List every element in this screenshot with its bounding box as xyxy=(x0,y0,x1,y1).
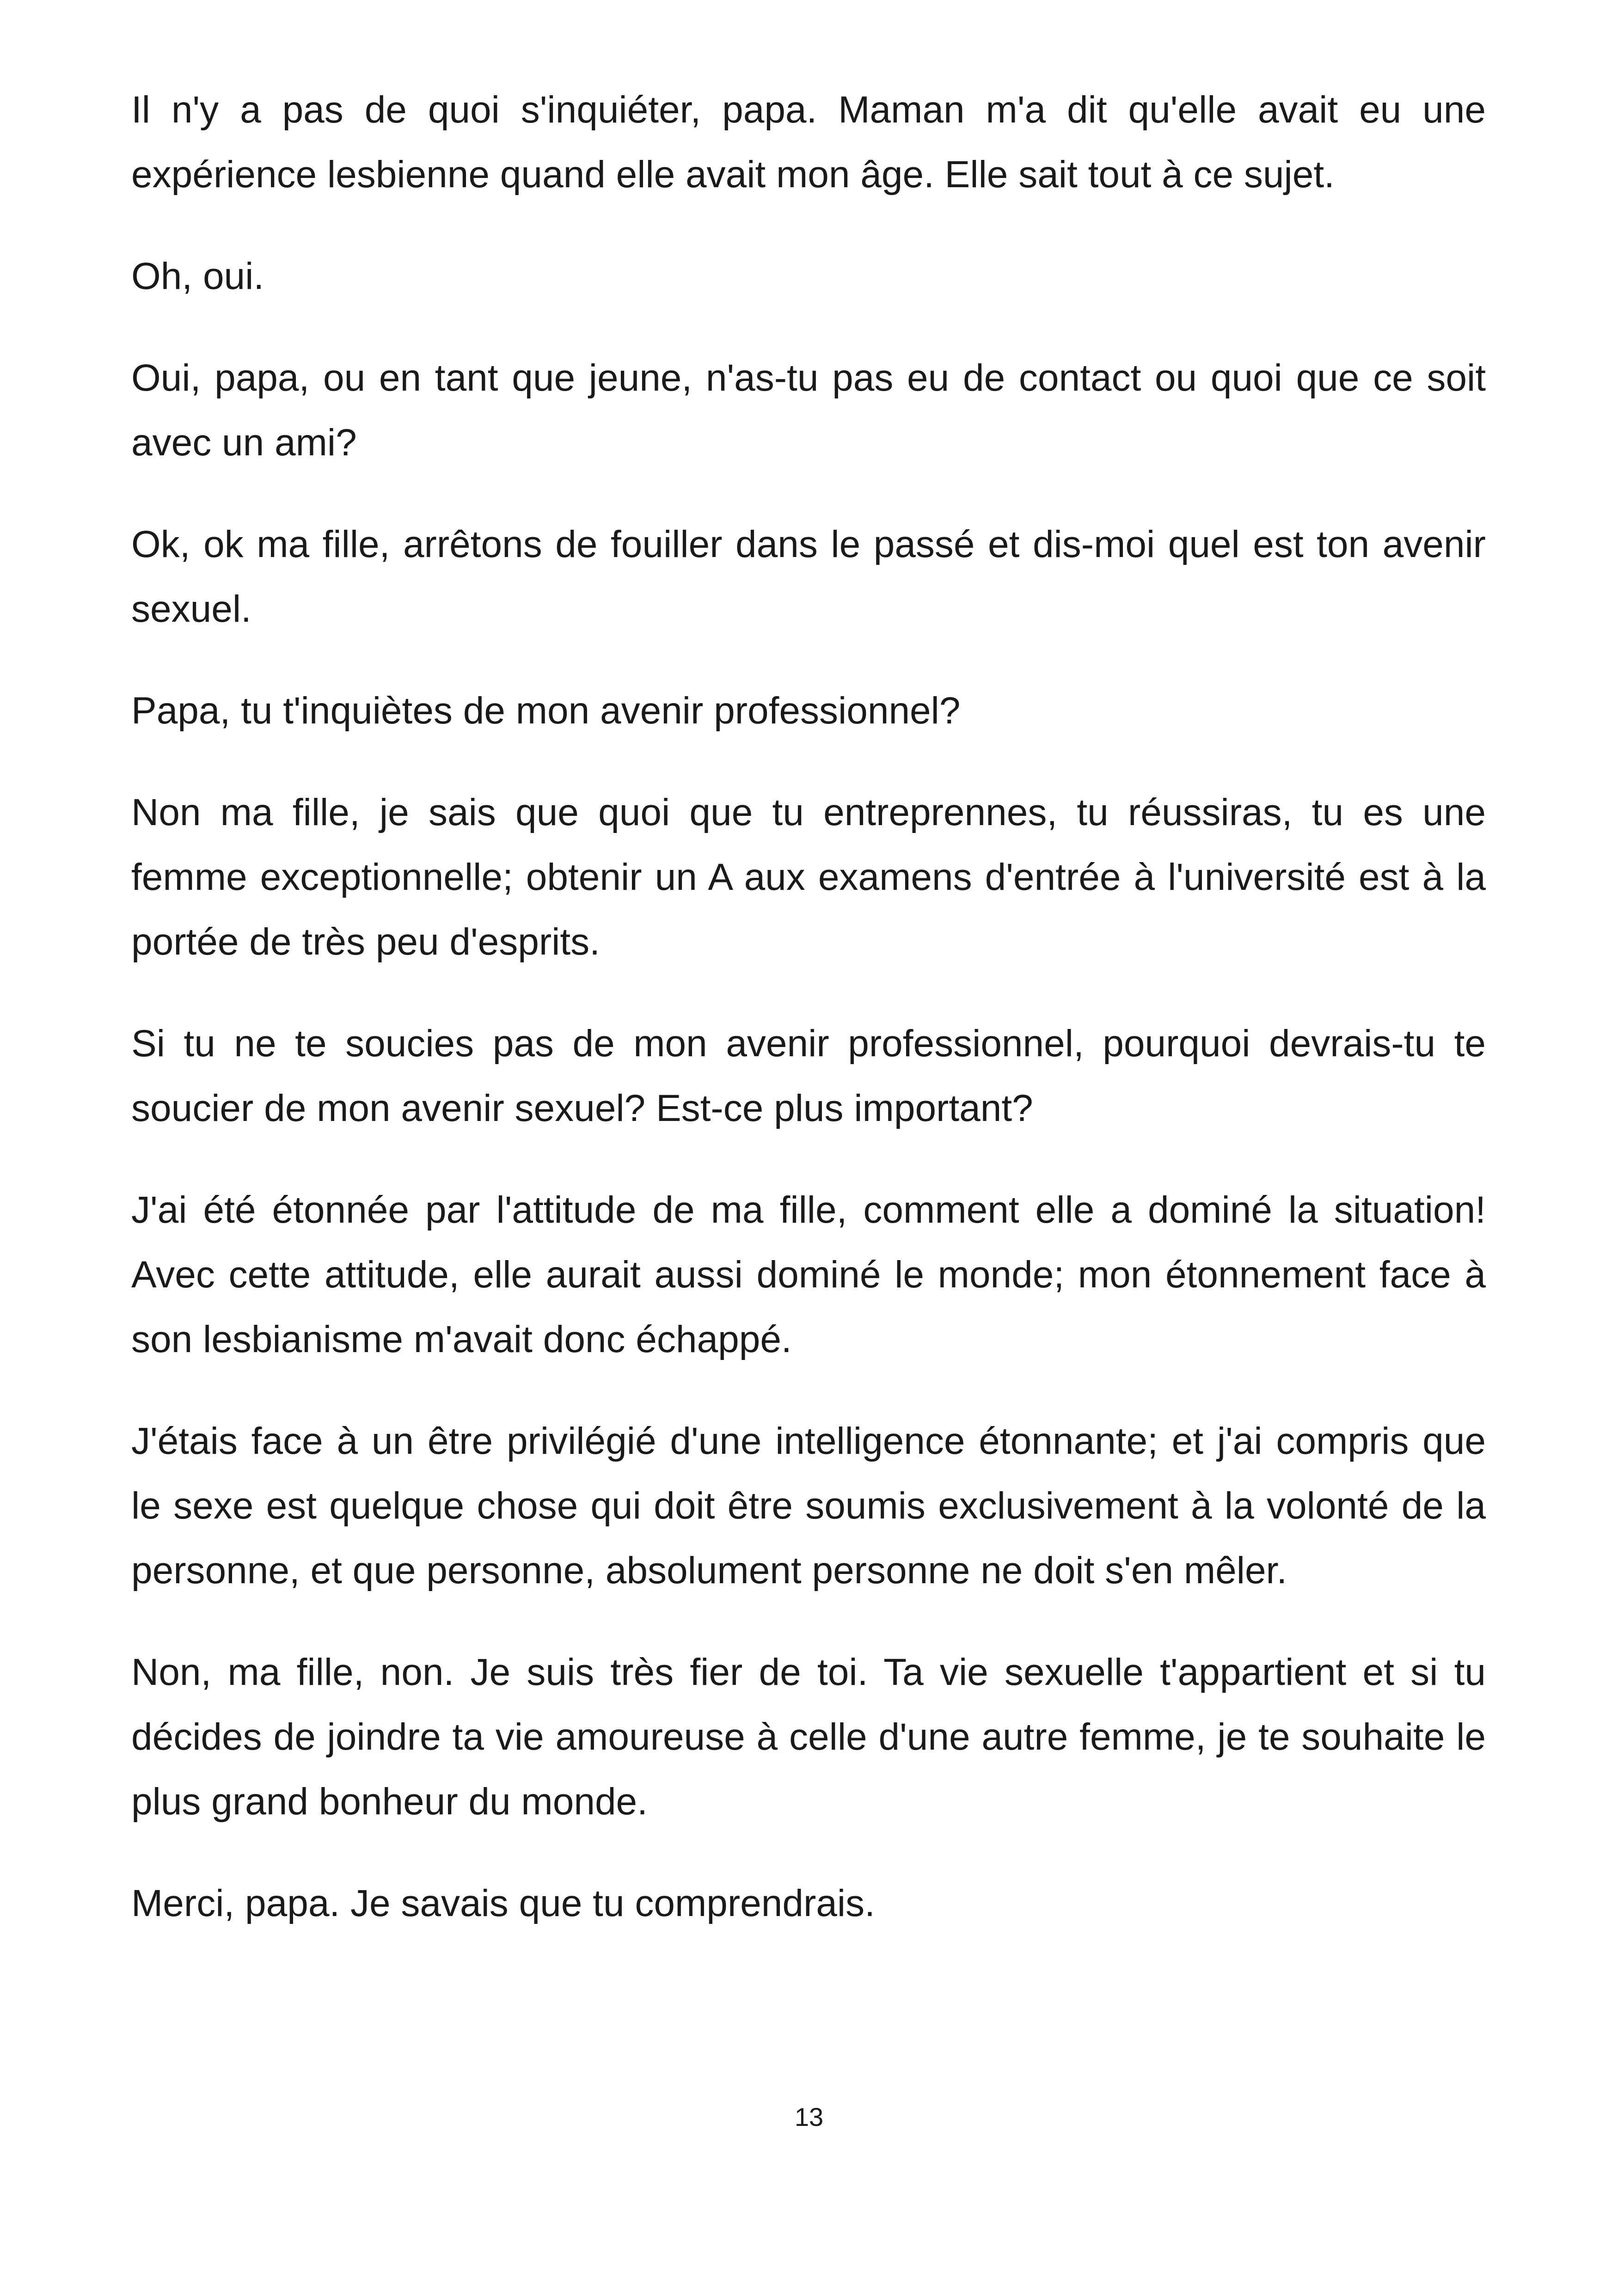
paragraph: Oui, papa, ou en tant que jeune, n'as-tu pas eu de contact ou quoi que ce soit avec un ami? xyxy=(131,357,1486,464)
paragraph: Ok, ok ma fille, arrêtons de fouiller dans le passé et dis-moi quel est ton avenir sexuel. xyxy=(131,523,1486,630)
paragraph: Merci, papa. Je savais que tu comprendrais. xyxy=(131,1882,875,1924)
paragraph: Non, ma fille, non. Je suis très fier de toi. Ta vie sexuelle t'appartient et si tu décides de joindre ta vie amoureuse à celle d'une autre femme, je te souhaite le plus grand bonheur du monde. xyxy=(131,1651,1486,1823)
paragraph: Si tu ne te soucies pas de mon avenir professionnel, pourquoi devrais-tu te soucier de mon avenir sexuel? Est-ce plus important? xyxy=(131,1022,1486,1129)
paragraph: Oh, oui. xyxy=(131,255,264,297)
body-text xyxy=(131,78,1486,1973)
paragraph: J'ai été étonnée par l'attitude de ma fille, comment elle a dominé la situation! Avec cette attitude, elle aurait aussi dominé le monde; mon étonnement face à son lesbianisme m'avait donc échappé. xyxy=(131,1189,1486,1360)
page-number: 13 xyxy=(794,2102,824,2131)
paragraph: Papa, tu t'inquiètes de mon avenir professionnel? xyxy=(131,690,961,732)
paragraph: Il n'y a pas de quoi s'inquiéter, papa. Maman m'a dit qu'elle avait eu une expérience lesbienne quand elle avait mon âge. Elle sait tout à ce sujet. xyxy=(131,89,1486,196)
paragraph: J'étais face à un être privilégié d'une intelligence étonnante; et j'ai compris que le sexe est quelque chose qui doit être soumis exclusivement à la volonté de la personne, et que personne, absolument personne ne doit s'en mêler. xyxy=(131,1420,1486,1592)
paragraph: Non ma fille, je sais que quoi que tu entreprennes, tu réussiras, tu es une femme exceptionnelle; obtenir un A aux examens d'entrée à l'université est à la portée de très peu d'esprits. xyxy=(131,791,1486,963)
